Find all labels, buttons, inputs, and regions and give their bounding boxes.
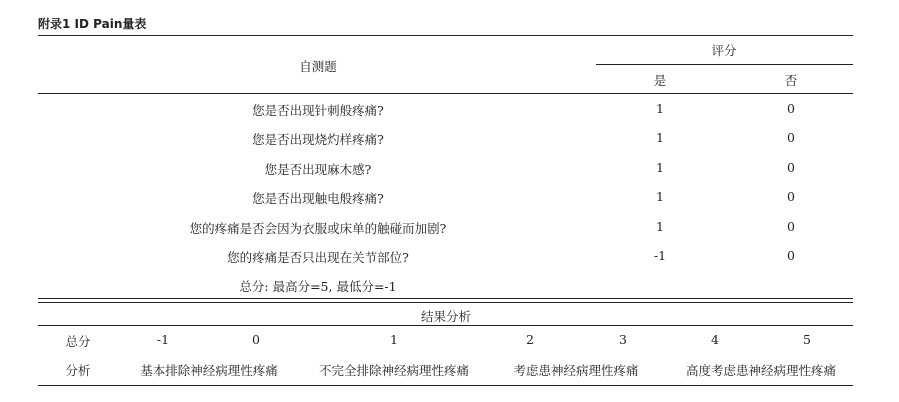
analysis-text: 考虑患神经病理性疼痛 (513, 363, 639, 378)
total-score-note: 总分: 最高分=5, 最低分=-1 (239, 279, 397, 294)
no-score: 0 (787, 189, 795, 204)
double-rule-bottom (38, 302, 853, 303)
table-bottom-rule (38, 385, 853, 386)
score-subheader-rule (596, 64, 853, 65)
question-text: 您是否出现触电般疼痛? (252, 191, 384, 206)
yes-score: 1 (656, 160, 664, 175)
header-bottom-rule (38, 93, 853, 94)
score-value: 5 (803, 332, 811, 347)
no-score: 0 (787, 130, 795, 145)
question-text: 您的疼痛是否会因为衣服或床单的触碰而加剧? (189, 221, 447, 236)
yes-score: 1 (656, 219, 664, 234)
header-no: 否 (784, 73, 798, 88)
score-row-label: 总分 (65, 334, 91, 349)
score-value: -1 (156, 332, 170, 347)
question-text: 您是否出现麻木感? (264, 162, 372, 177)
appendix-caption: 附录1 ID Pain量表 (38, 17, 147, 31)
yes-score: 1 (656, 130, 664, 145)
score-value: 4 (711, 332, 719, 347)
header-item: 自测题 (299, 59, 337, 74)
score-value: 2 (526, 332, 534, 347)
no-score: 0 (787, 248, 795, 263)
yes-score: 1 (656, 101, 664, 116)
yes-score: 1 (656, 189, 664, 204)
no-score: 0 (787, 160, 795, 175)
result-title-rule (38, 325, 853, 326)
analysis-text: 基本排除神经病理性疼痛 (140, 363, 278, 378)
no-score: 0 (787, 219, 795, 234)
question-text: 您是否出现针刺般疼痛? (252, 103, 384, 118)
analysis-text: 不完全排除神经病理性疼痛 (318, 363, 470, 378)
score-value: 3 (619, 332, 627, 347)
analysis-text: 高度考虑患神经病理性疼痛 (685, 363, 837, 378)
double-rule-top (38, 298, 853, 299)
score-value: 1 (390, 332, 398, 347)
header-score: 评分 (711, 43, 737, 58)
yes-score: -1 (653, 248, 667, 263)
analysis-row-label: 分析 (65, 363, 91, 378)
result-title: 结果分析 (420, 309, 472, 324)
question-text: 您的疼痛是否只出现在关节部位? (227, 250, 409, 265)
no-score: 0 (787, 101, 795, 116)
question-text: 您是否出现烧灼样疼痛? (252, 132, 384, 147)
header-yes: 是 (653, 73, 667, 88)
score-value: 0 (252, 332, 260, 347)
table-top-rule (38, 35, 853, 36)
